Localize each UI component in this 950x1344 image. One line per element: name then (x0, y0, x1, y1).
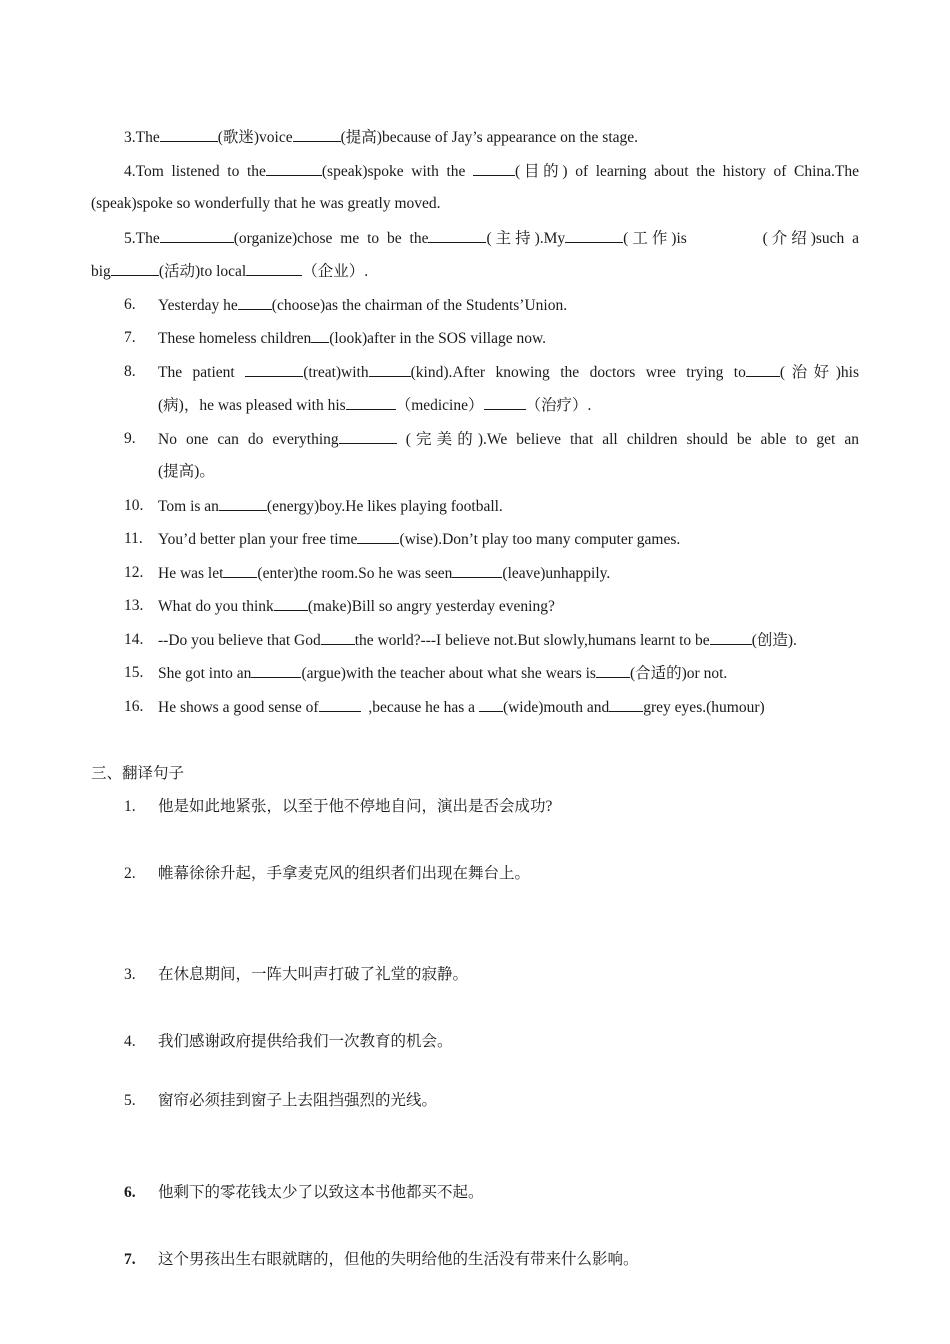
item-number: 15. (124, 664, 144, 681)
text: （企业）. (302, 263, 369, 280)
text: (argue)with the teacher about what she wears is (301, 665, 596, 682)
blank[interactable] (223, 563, 257, 578)
text: (病)，he was pleased with his (158, 397, 346, 414)
text: These homeless children (158, 330, 312, 347)
exercise-14 (158, 630, 797, 651)
text: （medicine） (395, 397, 484, 414)
exercise-3 (124, 127, 638, 148)
blank[interactable] (565, 228, 623, 243)
text: (歌迷)voice (217, 129, 293, 146)
exercise-4-line1 (124, 161, 859, 182)
exercise-5-line2 (91, 261, 368, 282)
text: (合适的)or not. (629, 665, 728, 682)
blank[interactable] (319, 697, 361, 712)
blank[interactable] (428, 228, 486, 243)
exercise-8-line2 (158, 395, 591, 416)
text: No one can do everything (158, 431, 339, 448)
item-number: 1. (124, 798, 136, 815)
text: the world?---I believe not.But slowly,humans learnt to be (354, 632, 710, 649)
blank[interactable] (251, 663, 301, 678)
exercise-7 (158, 328, 546, 349)
blank[interactable] (596, 663, 630, 678)
exercise-11 (158, 529, 680, 550)
exercise-4-line2 (91, 194, 441, 214)
translation-sentence: 他是如此地紧张，以至于他不停地自问，演出是否会成功? (158, 798, 553, 815)
item-number: 13. (124, 597, 144, 614)
item-number: 14. (124, 631, 144, 648)
section-title: 三、翻译句子 (91, 765, 185, 782)
text: big (91, 263, 111, 280)
blank[interactable] (357, 529, 399, 544)
translation-sentence: 窗帘必须挂到窗子上去阻挡强烈的光线。 (158, 1092, 438, 1109)
text: (创造). (751, 632, 797, 649)
blank[interactable] (293, 127, 341, 142)
text: 5.The (124, 230, 160, 247)
exercise-16 (158, 697, 765, 718)
text: (speak)spoke with the (321, 163, 466, 180)
text: (choose)as the chairman of the Students’Union. (271, 297, 568, 314)
blank[interactable] (274, 596, 308, 611)
blank[interactable] (246, 261, 302, 276)
text: --Do you believe that God (158, 632, 321, 649)
text: (look)after in the SOS village now. (329, 330, 547, 347)
text: （治疗）. (525, 397, 592, 414)
blank[interactable] (609, 697, 643, 712)
translation-sentence: 在休息期间，一阵大叫声打破了礼堂的寂静。 (158, 966, 469, 983)
blank[interactable] (321, 630, 355, 645)
item-number: 10. (124, 497, 144, 514)
exercise-8-line1 (158, 362, 859, 383)
text: The patient (158, 364, 235, 381)
translation-sentence: 帷幕徐徐升起，手拿麦克风的组织者们出现在舞台上。 (158, 865, 531, 882)
exercise-6 (158, 295, 567, 316)
text: (wide)mouth and (502, 699, 610, 716)
item-number: 4. (124, 1033, 136, 1050)
text: What do you think (158, 598, 274, 615)
text: He was let (158, 565, 224, 582)
text: (工作)is (623, 230, 687, 247)
blank[interactable] (238, 295, 272, 310)
translation-sentence: 我们感谢政府提供给我们一次教育的机会。 (158, 1033, 453, 1050)
text: (提高)because of Jay’s appearance on the stage. (340, 129, 639, 146)
item-number: 8. (124, 363, 136, 380)
item-number: 9. (124, 430, 136, 447)
item-number: 12. (124, 564, 144, 581)
item-number: 2. (124, 865, 136, 882)
blank[interactable] (160, 127, 218, 142)
item-number: 7. (124, 329, 136, 346)
blank[interactable] (160, 228, 234, 243)
translation-sentence: 这个男孩出生右眼就瞎的，但他的失明给他的生活没有带来什么影响。 (158, 1251, 639, 1268)
exercise-9-line2 (158, 462, 215, 482)
text: 3.The (124, 129, 160, 146)
item-number: 6. (124, 296, 136, 313)
blank[interactable] (346, 395, 396, 410)
text: Yesterday he (158, 297, 238, 314)
text: (提高)。 (158, 463, 215, 480)
text: (wise).Don’t play too many computer games. (399, 531, 681, 548)
item-number: 6. (124, 1184, 136, 1201)
text: (活动)to local (158, 263, 247, 280)
item-number: 16. (124, 698, 144, 715)
text: Tom is an (158, 498, 219, 515)
text: (介绍)such a (762, 230, 860, 247)
blank[interactable] (219, 496, 267, 511)
blank[interactable] (484, 395, 526, 410)
text: (speak)spoke so wonderfully that he was greatly moved. (91, 195, 441, 212)
text: You’d better plan your free time (158, 531, 358, 548)
text: (主持).My (486, 230, 566, 247)
exercise-5-line1 (124, 228, 859, 249)
text: ,because he has a (368, 699, 476, 716)
item-number: 11. (124, 530, 143, 547)
text: (治好)his (779, 364, 860, 381)
text: (organize)chose me to be the (233, 230, 429, 247)
blank[interactable] (339, 429, 397, 444)
translation-sentence: 他剩下的零花钱太少了以致这本书他都买不起。 (158, 1184, 484, 1201)
text: (enter)the room.So he was seen (257, 565, 453, 582)
item-number: 7. (124, 1251, 136, 1268)
text: She got into an (158, 665, 252, 682)
text: (完美的).We believe that all children should be able to get an (405, 431, 859, 448)
exercise-12 (158, 563, 610, 584)
blank[interactable] (245, 362, 303, 377)
text: (kind).After knowing the doctors wree trying to (410, 364, 746, 381)
text: (treat)with (303, 364, 369, 381)
exercise-15 (158, 663, 727, 684)
blank[interactable] (746, 362, 780, 377)
blank[interactable] (452, 563, 502, 578)
blank[interactable] (473, 161, 515, 176)
exercise-9-line1 (158, 429, 859, 450)
blank[interactable] (266, 161, 322, 176)
item-number: 5. (124, 1092, 136, 1109)
text: He shows a good sense of (158, 699, 319, 716)
blank[interactable] (710, 630, 752, 645)
blank[interactable] (311, 328, 329, 343)
text: (目的) of learning about the history of China.The (515, 163, 859, 180)
item-number: 3. (124, 966, 136, 983)
text: (make)Bill so angry yesterday evening? (307, 598, 555, 615)
text: (energy)boy.He likes playing football. (266, 498, 503, 515)
blank[interactable] (369, 362, 411, 377)
exercise-10 (158, 496, 503, 517)
text: 4.Tom listened to the (124, 163, 266, 180)
blank[interactable] (111, 261, 159, 276)
blank[interactable] (479, 697, 503, 712)
exercise-13 (158, 596, 555, 617)
text: grey eyes.(humour) (643, 699, 765, 716)
text: (leave)unhappily. (502, 565, 611, 582)
